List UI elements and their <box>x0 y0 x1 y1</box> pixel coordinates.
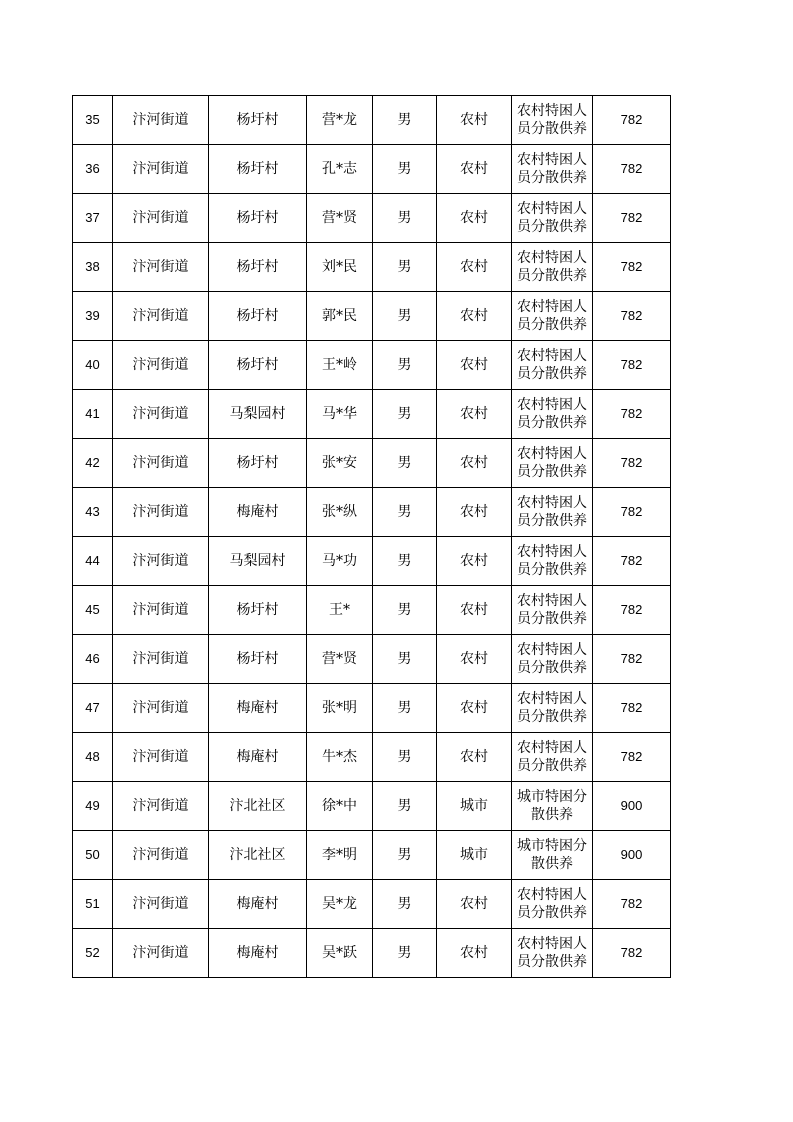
gender-cell: 男 <box>373 292 437 341</box>
gender-cell: 男 <box>373 586 437 635</box>
gender-cell: 男 <box>373 929 437 978</box>
village-cell: 杨圩村 <box>209 96 307 145</box>
table-row <box>73 439 671 488</box>
table-row <box>73 782 671 831</box>
street-cell: 汴河街道 <box>113 929 209 978</box>
gender-cell: 男 <box>373 488 437 537</box>
support-type-cell: 农村特困人员分散供养 <box>512 194 593 243</box>
support-type-cell: 农村特困人员分散供养 <box>512 390 593 439</box>
street-cell: 汴河街道 <box>113 831 209 880</box>
amount-cell: 782 <box>593 586 671 635</box>
area-type-cell: 农村 <box>437 243 512 292</box>
table-row <box>73 341 671 390</box>
street-cell: 汴河街道 <box>113 537 209 586</box>
village-cell: 梅庵村 <box>209 684 307 733</box>
support-type-cell: 城市特困分散供养 <box>512 831 593 880</box>
support-type-cell: 农村特困人员分散供养 <box>512 635 593 684</box>
street-cell: 汴河街道 <box>113 292 209 341</box>
gender-cell: 男 <box>373 390 437 439</box>
support-type-cell: 城市特困分散供养 <box>512 782 593 831</box>
area-type-cell: 农村 <box>437 390 512 439</box>
gender-cell: 男 <box>373 439 437 488</box>
table-row <box>73 292 671 341</box>
village-cell: 汴北社区 <box>209 831 307 880</box>
table-row <box>73 635 671 684</box>
village-cell: 杨圩村 <box>209 635 307 684</box>
gender-cell: 男 <box>373 684 437 733</box>
table-row <box>73 929 671 978</box>
gender-cell: 男 <box>373 194 437 243</box>
gender-cell: 男 <box>373 537 437 586</box>
support-type-cell: 农村特困人员分散供养 <box>512 684 593 733</box>
amount-cell: 782 <box>593 194 671 243</box>
street-cell: 汴河街道 <box>113 96 209 145</box>
name-cell: 营*龙 <box>307 96 373 145</box>
village-cell: 梅庵村 <box>209 880 307 929</box>
street-cell: 汴河街道 <box>113 145 209 194</box>
street-cell: 汴河街道 <box>113 194 209 243</box>
village-cell: 梅庵村 <box>209 929 307 978</box>
support-type-cell: 农村特困人员分散供养 <box>512 880 593 929</box>
table-row <box>73 145 671 194</box>
village-cell: 马梨园村 <box>209 390 307 439</box>
street-cell: 汴河街道 <box>113 880 209 929</box>
support-type-cell: 农村特困人员分散供养 <box>512 439 593 488</box>
village-cell: 杨圩村 <box>209 341 307 390</box>
beneficiary-table <box>72 95 671 978</box>
support-type-cell: 农村特困人员分散供养 <box>512 586 593 635</box>
village-cell: 杨圩村 <box>209 292 307 341</box>
table-row <box>73 390 671 439</box>
name-cell: 吴*龙 <box>307 880 373 929</box>
amount-cell: 782 <box>593 243 671 292</box>
support-type-cell: 农村特困人员分散供养 <box>512 96 593 145</box>
street-cell: 汴河街道 <box>113 635 209 684</box>
gender-cell: 男 <box>373 145 437 194</box>
gender-cell: 男 <box>373 880 437 929</box>
area-type-cell: 农村 <box>437 194 512 243</box>
support-type-cell: 农村特困人员分散供养 <box>512 243 593 292</box>
row-number-cell: 51 <box>73 880 113 929</box>
row-number-cell: 36 <box>73 145 113 194</box>
support-type-cell: 农村特困人员分散供养 <box>512 292 593 341</box>
village-cell: 杨圩村 <box>209 439 307 488</box>
area-type-cell: 城市 <box>437 782 512 831</box>
amount-cell: 900 <box>593 782 671 831</box>
row-number-cell: 46 <box>73 635 113 684</box>
street-cell: 汴河街道 <box>113 488 209 537</box>
street-cell: 汴河街道 <box>113 586 209 635</box>
area-type-cell: 城市 <box>437 831 512 880</box>
name-cell: 张*明 <box>307 684 373 733</box>
area-type-cell: 农村 <box>437 537 512 586</box>
gender-cell: 男 <box>373 243 437 292</box>
amount-cell: 782 <box>593 733 671 782</box>
row-number-cell: 45 <box>73 586 113 635</box>
name-cell: 吴*跃 <box>307 929 373 978</box>
name-cell: 营*贤 <box>307 194 373 243</box>
table-row <box>73 243 671 292</box>
gender-cell: 男 <box>373 831 437 880</box>
village-cell: 梅庵村 <box>209 488 307 537</box>
row-number-cell: 48 <box>73 733 113 782</box>
area-type-cell: 农村 <box>437 488 512 537</box>
table-row <box>73 586 671 635</box>
area-type-cell: 农村 <box>437 292 512 341</box>
row-number-cell: 44 <box>73 537 113 586</box>
amount-cell: 782 <box>593 439 671 488</box>
table-row <box>73 194 671 243</box>
amount-cell: 782 <box>593 635 671 684</box>
name-cell: 王*岭 <box>307 341 373 390</box>
support-type-cell: 农村特困人员分散供养 <box>512 341 593 390</box>
area-type-cell: 农村 <box>437 145 512 194</box>
table-row <box>73 684 671 733</box>
gender-cell: 男 <box>373 733 437 782</box>
row-number-cell: 41 <box>73 390 113 439</box>
area-type-cell: 农村 <box>437 733 512 782</box>
area-type-cell: 农村 <box>437 880 512 929</box>
support-type-cell: 农村特困人员分散供养 <box>512 488 593 537</box>
gender-cell: 男 <box>373 341 437 390</box>
name-cell: 牛*杰 <box>307 733 373 782</box>
name-cell: 马*功 <box>307 537 373 586</box>
amount-cell: 782 <box>593 341 671 390</box>
row-number-cell: 47 <box>73 684 113 733</box>
village-cell: 杨圩村 <box>209 194 307 243</box>
row-number-cell: 49 <box>73 782 113 831</box>
row-number-cell: 52 <box>73 929 113 978</box>
name-cell: 王* <box>307 586 373 635</box>
row-number-cell: 39 <box>73 292 113 341</box>
name-cell: 张*安 <box>307 439 373 488</box>
name-cell: 李*明 <box>307 831 373 880</box>
support-type-cell: 农村特困人员分散供养 <box>512 733 593 782</box>
amount-cell: 782 <box>593 537 671 586</box>
name-cell: 马*华 <box>307 390 373 439</box>
amount-cell: 782 <box>593 96 671 145</box>
area-type-cell: 农村 <box>437 341 512 390</box>
street-cell: 汴河街道 <box>113 243 209 292</box>
gender-cell: 男 <box>373 635 437 684</box>
amount-cell: 782 <box>593 292 671 341</box>
name-cell: 徐*中 <box>307 782 373 831</box>
row-number-cell: 42 <box>73 439 113 488</box>
table-row <box>73 537 671 586</box>
support-type-cell: 农村特困人员分散供养 <box>512 145 593 194</box>
amount-cell: 782 <box>593 488 671 537</box>
area-type-cell: 农村 <box>437 586 512 635</box>
name-cell: 刘*民 <box>307 243 373 292</box>
row-number-cell: 40 <box>73 341 113 390</box>
row-number-cell: 37 <box>73 194 113 243</box>
row-number-cell: 50 <box>73 831 113 880</box>
support-type-cell: 农村特困人员分散供养 <box>512 537 593 586</box>
name-cell: 孔*志 <box>307 145 373 194</box>
table-row <box>73 880 671 929</box>
street-cell: 汴河街道 <box>113 684 209 733</box>
amount-cell: 782 <box>593 684 671 733</box>
street-cell: 汴河街道 <box>113 782 209 831</box>
area-type-cell: 农村 <box>437 929 512 978</box>
name-cell: 营*贤 <box>307 635 373 684</box>
amount-cell: 782 <box>593 390 671 439</box>
street-cell: 汴河街道 <box>113 733 209 782</box>
name-cell: 张*纵 <box>307 488 373 537</box>
village-cell: 杨圩村 <box>209 243 307 292</box>
area-type-cell: 农村 <box>437 96 512 145</box>
amount-cell: 900 <box>593 831 671 880</box>
village-cell: 杨圩村 <box>209 145 307 194</box>
table-row <box>73 831 671 880</box>
amount-cell: 782 <box>593 929 671 978</box>
village-cell: 杨圩村 <box>209 586 307 635</box>
row-number-cell: 43 <box>73 488 113 537</box>
area-type-cell: 农村 <box>437 635 512 684</box>
row-number-cell: 35 <box>73 96 113 145</box>
amount-cell: 782 <box>593 145 671 194</box>
table-row <box>73 96 671 145</box>
street-cell: 汴河街道 <box>113 341 209 390</box>
name-cell: 郭*民 <box>307 292 373 341</box>
village-cell: 汴北社区 <box>209 782 307 831</box>
support-type-cell: 农村特困人员分散供养 <box>512 929 593 978</box>
amount-cell: 782 <box>593 880 671 929</box>
table-row <box>73 733 671 782</box>
area-type-cell: 农村 <box>437 439 512 488</box>
area-type-cell: 农村 <box>437 684 512 733</box>
gender-cell: 男 <box>373 782 437 831</box>
table-row <box>73 488 671 537</box>
village-cell: 梅庵村 <box>209 733 307 782</box>
row-number-cell: 38 <box>73 243 113 292</box>
street-cell: 汴河街道 <box>113 439 209 488</box>
gender-cell: 男 <box>373 96 437 145</box>
street-cell: 汴河街道 <box>113 390 209 439</box>
village-cell: 马梨园村 <box>209 537 307 586</box>
